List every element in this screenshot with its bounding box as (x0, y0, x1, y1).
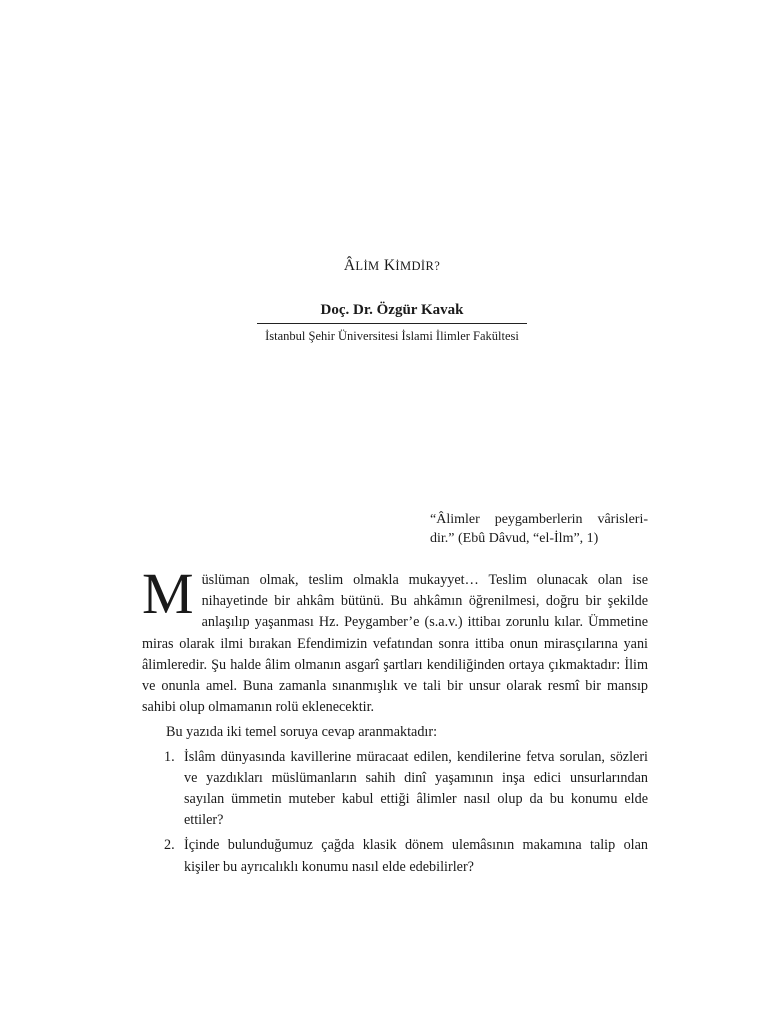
list-item-text: İçinde bulunduğumuz çağda klasik dönem ulemâsının makamına talip olan kişiler bu ayrıcalıklı konumu nasıl elde edebilirler? (184, 837, 648, 875)
paragraph-1-text: üslüman olmak, teslim olmakla mukayyet… Teslim olunacak olan ise nihayetinde bir ahkâm bütünü. Bu ahkâmın öğrenilmesi, doğru bir şekilde anlaşılıp yaşanması Hz. Peygamber’e (s.a.v.) ittibaı zorunlu kılar. Ümmetine miras olarak ilmi bırakan Efendimizin vefatından sonra ittiba onun mirasçılarına yani âlimleredir. Şu halde âlim olmanın asgarî şartları kendiliğinden ortaya çıkmaktadır: İlim ve onunla amel. Buna zamanla sınanmışlık ve tali bir unsur olarak resmî bir mansıp sahibi olup olmamanın rolü eklenecektir. (142, 572, 648, 716)
title-word-1-initial: Â (343, 257, 356, 274)
title-word-2-initial: K (383, 257, 396, 274)
list-item-number: 2. (164, 837, 175, 854)
paragraph-1 (142, 561, 648, 718)
author-name: Doç. Dr. Özgür Kavak (257, 301, 527, 324)
article-body (142, 561, 648, 882)
list-item (142, 835, 648, 877)
article-title (0, 257, 768, 275)
epigraph-quote: “Âlimler peygamberlerin vârisleri-dir.” (Ebû Dâvud, “el-İlm”, 1) (430, 512, 648, 546)
title-word-2-rest: İMDİR? (395, 259, 441, 273)
paragraph-2: Bu yazıda iki temel soruya cevap aranmaktadır: (166, 724, 438, 741)
drop-cap: M (142, 561, 194, 626)
list-item-text: İslâm dünyasında kavillerine müracaat edilen, kendilerine fetva sorulan, sözleri ve yazdıkları müslümanların sahih dinî yaşamının inşa edici unsurlarından sayılan ümmetin muteber kabul ettiği âlimler nasıl olup da bu konumu elde ettiler? (184, 748, 648, 829)
list-item (142, 747, 648, 832)
list-item-number: 1. (164, 748, 175, 765)
title-word-1-rest: LİM (355, 259, 380, 273)
author-affiliation: İstanbul Şehir Üniversitesi İslami İlimler Fakültesi (265, 329, 519, 343)
author-block (257, 301, 527, 344)
question-list (142, 747, 648, 878)
